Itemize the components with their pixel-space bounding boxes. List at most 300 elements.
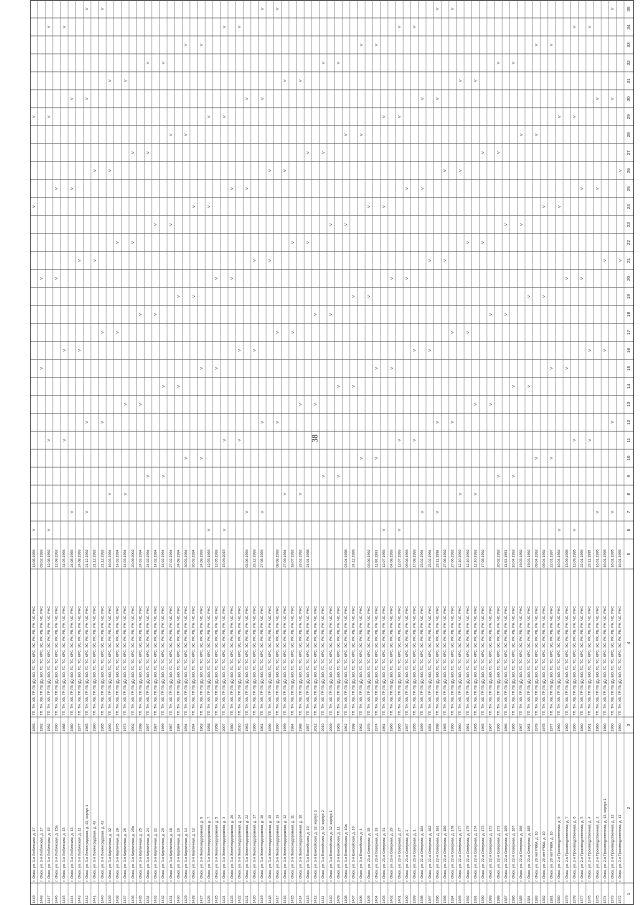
check-mark: V xyxy=(91,259,97,262)
check-mark: V xyxy=(518,133,524,137)
table-cell-date: 03.06.1993 xyxy=(244,549,249,568)
check-mark: V xyxy=(84,7,90,11)
table-cell-id: 1446 xyxy=(54,895,59,904)
table-cell-id: 1445 xyxy=(62,895,67,904)
check-mark: V xyxy=(221,25,227,29)
check-mark: V xyxy=(206,528,212,532)
check-mark: V xyxy=(152,223,158,226)
check-mark: V xyxy=(244,510,250,514)
check-mark: V xyxy=(609,7,615,11)
table-cell-date: 11.03.1993 xyxy=(503,549,508,568)
table-cell-date: 23.02.1992 xyxy=(298,549,303,568)
table-cell-codes: ТП, ТН, ХВ, ГР, ГВ (Д), ВО, ГС, ТС, КРС, ЭС, РК, РВ, РН, ЧС, РНС xyxy=(503,606,508,716)
table-cell-addr: г. Омск, ул. 23-я Северная, д. 29 xyxy=(389,827,394,882)
table-cell-date: 16.01.1995 xyxy=(602,549,607,568)
table-cell-codes: ТП, ТН, ХВ, ГР, ГВ (Д), ВО, ГС, ТС, КРС, ЭС, РК, РВ, РН, ЧС, РНС xyxy=(153,606,158,716)
check-mark: V xyxy=(396,25,402,29)
check-mark: V xyxy=(503,223,509,226)
check-mark: V xyxy=(137,313,143,316)
table-cell-id: 1398 xyxy=(420,895,425,904)
table-cell-date: 14.03.1994 xyxy=(123,549,128,568)
table-cell-date: 09.04.1992 xyxy=(541,549,546,568)
check-mark: V xyxy=(571,528,577,532)
table-cell-id: 1422 xyxy=(237,895,242,904)
table-cell-id: 1409 xyxy=(336,895,341,904)
table-cell-addr: г. Омск, ул. 3-я Железнодорожная, д. 3 xyxy=(222,816,227,882)
table-cell-codes: ТП, ТН, ХВ, ГР, ГВ (Д), ВО, ГС, ТС, КРС, ЭС, РК, РВ, РН, ЧС, РНС xyxy=(199,606,204,716)
check-mark: V xyxy=(30,528,36,532)
check-mark: V xyxy=(266,259,272,262)
table-cell-year: 1990 xyxy=(107,723,112,732)
check-mark: V xyxy=(305,241,311,244)
table-cell-year: 1990 xyxy=(275,723,280,732)
table-cell-year: 1976 xyxy=(366,723,371,732)
table-cell-addr: г. Омск, ул. 2-я Производственная, д. 5 xyxy=(580,816,585,882)
check-mark: V xyxy=(107,79,113,83)
check-mark: V xyxy=(84,510,90,514)
table-cell-id: 1379 xyxy=(564,895,569,904)
table-cell-id: 1374 xyxy=(602,895,607,904)
check-mark: V xyxy=(480,151,486,155)
check-mark: V xyxy=(251,349,257,352)
table-cell-addr: г. Омск, ул. 23-я Северная, д. 1 xyxy=(412,829,417,882)
check-mark: V xyxy=(373,456,379,460)
table-cell-addr: г. Омск, ул. 22-я Северная, д. 184 xyxy=(420,825,425,882)
table-cell-date: 21.12.1992 xyxy=(92,549,97,568)
table-cell-id: 1418 xyxy=(267,895,272,904)
column-header: 12 xyxy=(626,419,632,425)
table-cell-date: 24.02.1994 xyxy=(145,549,150,568)
check-mark: V xyxy=(396,528,402,532)
table-cell-codes: ТП, ТН, ХВ, ГР, ГВ (Д), ВО, ГС, ТС, КРС, ЭС, РК, РВ, РН, ЧС, РНС xyxy=(313,606,318,716)
table-cell-addr: г. Омск, ул. 23-я Северная, д. 33 xyxy=(374,827,379,882)
table-cell-date: 13.09.1995 xyxy=(564,549,569,568)
table-cell-year: 1998 xyxy=(138,723,143,732)
check-mark: V xyxy=(61,25,67,29)
table-cell-addr: г. Омск, ул. 3-я Кирпичная, д. 12 xyxy=(191,828,196,882)
check-mark: V xyxy=(68,97,74,101)
table-cell-year: 1992 xyxy=(46,723,51,732)
check-mark: V xyxy=(274,331,280,334)
table-cell-addr: г. Омск, ул. 3-я Железнодорожная, д. 10 xyxy=(298,814,303,882)
table-cell-id: 1394 xyxy=(450,895,455,904)
check-mark: V xyxy=(145,474,151,478)
check-mark: V xyxy=(602,259,608,262)
check-mark: V xyxy=(358,133,364,137)
table-cell-date: 04.08.1993 xyxy=(389,549,394,568)
check-mark: V xyxy=(411,438,417,442)
column-header: 3 xyxy=(626,723,632,727)
check-mark: V xyxy=(548,43,554,47)
table-cell-addr: г. Омск, ул. 22-я Северная, д. 167 xyxy=(511,825,516,882)
check-mark: V xyxy=(84,97,90,101)
table-cell-date: 27.08.1993 xyxy=(260,549,265,568)
check-mark: V xyxy=(91,169,97,173)
table-cell-id: 1392 xyxy=(465,895,470,904)
table-cell-id: 1383 xyxy=(534,895,539,904)
table-cell-year: 1965 xyxy=(397,723,402,732)
table-cell-id: 1428 xyxy=(191,895,196,904)
check-mark: V xyxy=(556,205,562,208)
check-mark: V xyxy=(594,97,600,101)
table-cell-id: 1380 xyxy=(557,895,562,904)
table-cell-id: 1375 xyxy=(595,895,600,904)
table-cell-year: 1996 xyxy=(267,723,272,732)
table-cell-addr: г. Омск, ул. 22-я Северная, д. 180 xyxy=(442,825,447,882)
table-cell-addr: г. Омск, ул. 3-я Кирпичная, д. 22 xyxy=(153,828,158,882)
table-cell-codes: ТП, ТН, ХВ, ГР, ГВ (Д), ВО, ГС, ТС, КРС, ЭС, РК, РВ, РН, ЧС, РНС xyxy=(366,606,371,716)
table-cell-addr: г. Омск, ул. 3-я Енисейская, д. 32, корпус 3 xyxy=(313,810,318,882)
table-cell-id: 1413 xyxy=(305,895,310,904)
table-cell-codes: ТП, ТН, ХВ, ГР, ГВ (Д), ВО, ГС, ТС, КРС, ЭС, РК, РВ, РН, ЧС, РНС xyxy=(115,606,120,716)
table-cell-id: 1433 xyxy=(153,895,158,904)
check-mark: V xyxy=(350,295,356,298)
table-cell-date: 10.04.1992 xyxy=(511,549,516,568)
table-cell-codes: ТП, ТН, ХВ, ГР, ГВ (Д), ВО, ГС, ТС, КРС, ЭС, РК, РВ, РН, ЧС, РНС xyxy=(473,606,478,716)
check-mark: V xyxy=(541,295,547,298)
table-cell-year: 1999 xyxy=(161,723,166,732)
table-cell-id: 1377 xyxy=(580,895,585,904)
table-cell-id: 1431 xyxy=(168,895,173,904)
table-cell-addr: г. Омск, ул. 3-я Любинская, д. 15 xyxy=(62,827,67,882)
table-cell-id: 1378 xyxy=(572,895,577,904)
table-cell-id: 1402 xyxy=(389,895,394,904)
table-cell-date: 09.02.1993 xyxy=(39,549,44,568)
table-cell-year: 1960 xyxy=(618,723,623,732)
table-cell-id: 1438 xyxy=(115,895,120,904)
column-header: 32 xyxy=(626,60,632,66)
check-mark: V xyxy=(510,474,516,478)
table-cell-addr: г. Омск, ул. 3-я Кирпичная, д. 25а xyxy=(130,826,135,882)
table-cell-addr: г. Омск, ул. 3-я Любинская, д. 13 xyxy=(69,827,74,882)
table-cell-year: 1960 xyxy=(458,723,463,732)
check-mark: V xyxy=(487,313,493,316)
check-mark: V xyxy=(419,97,425,101)
check-mark: V xyxy=(38,366,44,370)
table-cell-date: 03.04.1998 xyxy=(343,549,348,568)
check-mark: V xyxy=(160,474,166,478)
check-mark: V xyxy=(495,474,501,478)
check-mark: V xyxy=(365,205,371,208)
table-cell-date: 20.09.2002 xyxy=(130,549,135,568)
check-mark: V xyxy=(594,187,600,190)
check-mark: V xyxy=(160,384,166,388)
check-mark: V xyxy=(464,331,470,334)
check-mark: V xyxy=(373,366,379,370)
table-cell-codes: ТП, ТН, ХВ, ГР, ГВ (Д), ВО, ГС, ТС, КРС, ЭС, РК, РВ, РН, ЧС, РНС xyxy=(290,606,295,716)
table-cell-codes: ТП, ТН, ХВ, ГР, ГВ (Д), ВО, ГС, ТС, КРС, ЭС, РК, РВ, РН, ЧС, РНС xyxy=(481,606,486,716)
table-cell-id: 1449 xyxy=(31,895,36,904)
check-mark: V xyxy=(556,115,562,119)
table-cell-year: 1965 xyxy=(473,723,478,732)
check-mark: V xyxy=(327,313,333,316)
check-mark: V xyxy=(609,420,615,424)
table-cell-id: 1381 xyxy=(549,895,554,904)
table-cell-id: 1396 xyxy=(435,895,440,904)
table-cell-codes: ТП, ТН, ХВ, ГР, ГВ (Д), ВО, ГС, ТС, КРС, ЭС, РК, РВ, РН, ЧС, РНС xyxy=(107,606,112,716)
column-header: 24 xyxy=(626,204,632,210)
table-cell-year: 1998 xyxy=(435,723,440,732)
table-cell-year: 1960 xyxy=(252,723,257,732)
table-cell-codes: ТП, ТН, ХВ, ГР, ГВ (Д), ВО, ГС, ТС, КРС, ЭС, РК, РВ, РН, ЧС, РНС xyxy=(130,606,135,716)
table-cell-addr: г. Омск, ул. 3-я Енисейская, д. 32, корпус 1 xyxy=(328,810,333,882)
check-mark: V xyxy=(381,528,387,532)
table-cell-addr: г. Омск, ул. 3-я Любинская, д. 17 xyxy=(39,827,44,882)
table-cell-codes: ТП, ТН, ХВ, ГР, ГВ (Д), ВО, ГС, ТС, КРС, ЭС, РК, РВ, РН, ЧС, РНС xyxy=(427,606,432,716)
table-cell-date: 16.01.1995 xyxy=(595,549,600,568)
table-cell-id: 1416 xyxy=(283,895,288,904)
table-cell-year: 1987 xyxy=(168,723,173,732)
table-cell-year: 1987 xyxy=(153,723,158,732)
check-mark: V xyxy=(320,61,326,65)
check-mark: V xyxy=(525,295,531,298)
table-cell-id: 1439 xyxy=(107,895,112,904)
column-header: 8 xyxy=(626,492,632,496)
table-cell-codes: ТП, ТН, ХВ, ГР, ГВ (Д), ВО, ГС, ТС, КРС, ЭС, РК, РВ, РН, ЧС, РНС xyxy=(62,606,67,716)
check-mark: V xyxy=(419,187,425,190)
check-mark: V xyxy=(122,492,128,496)
table-cell-year: 1984 xyxy=(176,723,181,732)
table-cell-codes: ТП, ТН, ХВ, ГР, ГВ (Д), ВО, ГС, ТС, КРС, ЭС, РК, РВ, РН, ЧС, РНС xyxy=(184,606,189,716)
check-mark: V xyxy=(358,456,364,460)
table-cell-date: 20.02.1992 xyxy=(496,549,501,568)
table-cell-date: 23.02.1994 xyxy=(427,549,432,568)
check-mark: V xyxy=(228,277,234,280)
table-cell-year: 1980 xyxy=(69,723,74,732)
table-cell-id: 1419 xyxy=(260,895,265,904)
check-mark: V xyxy=(190,205,196,208)
check-mark: V xyxy=(46,115,52,119)
check-mark: V xyxy=(84,420,90,424)
table-cell-id: 1390 xyxy=(481,895,486,904)
table-cell-addr: г. Омск, ул. 20 лет РККА, д. 10 xyxy=(541,831,546,882)
table-cell-addr: г. Омск, ул. 3-я Любинская, д. 17 xyxy=(31,827,36,882)
table-cell-id: 1397 xyxy=(427,895,432,904)
table-cell-date: 24.04.1998 xyxy=(305,549,310,568)
check-mark: V xyxy=(563,366,569,370)
table-cell-date: 24.12.1999 xyxy=(351,549,356,568)
table-cell-date: 23.02.1994 xyxy=(420,549,425,568)
table-cell-id: 1447 xyxy=(46,895,51,904)
check-mark: V xyxy=(396,438,402,442)
table-border xyxy=(31,1,634,905)
table-cell-year: 1960 xyxy=(557,723,562,732)
table-cell-year: 1980 xyxy=(92,723,97,732)
table-cell-id: 1448 xyxy=(39,895,44,904)
check-mark: V xyxy=(457,79,463,83)
table-cell-codes: ТП, ТН, ХВ, ГР, ГВ (Д), ВО, ГС, ТС, КРС, ЭС, РК, РВ, РН, ЧС, РНС xyxy=(572,606,577,716)
table-cell-addr: г. Омск, ул. 3-я Любинская, д. 15а xyxy=(54,825,59,882)
column-header: 5 xyxy=(626,552,632,556)
table-cell-codes: ТП, ТН, ХВ, ГР, ГВ (Д), ВО, ГС, ТС, КРС, ЭС, РК, РВ, РН, ЧС, РНС xyxy=(382,606,387,716)
table-cell-year: 2010 xyxy=(321,723,326,732)
table-cell-year: 1961 xyxy=(587,723,592,732)
check-mark: V xyxy=(266,169,272,173)
table-cell-codes: ТП, ТН, ХВ, ГР, ГВ (Д), ВО, ГС, ТС, КРС, ЭС, РК, РВ, РН, ЧС, РНС xyxy=(397,606,402,716)
column-header: 2 xyxy=(626,806,632,810)
table-cell-addr: г. Омск, ул. 3-я Кирпичная, д. 28 xyxy=(115,828,120,882)
table-cell-date: 30.03.1994 xyxy=(191,549,196,568)
table-cell-addr: г. Омск, ул. 2-я Производственная, д. 4 xyxy=(587,816,592,882)
check-mark: V xyxy=(586,25,592,29)
table-cell-addr: г. Омск, ул. 22-я Северная, д. 178 xyxy=(450,825,455,882)
table-cell-date: 27.06.1992 xyxy=(442,549,447,568)
check-mark: V xyxy=(343,133,349,137)
check-mark: V xyxy=(236,25,242,29)
check-mark: V xyxy=(198,43,204,47)
check-mark: V xyxy=(114,331,120,334)
column-header: 30 xyxy=(626,96,632,102)
table-cell-date: 24.08.1994 xyxy=(176,549,181,568)
table-cell-id: 1442 xyxy=(85,895,90,904)
check-mark: V xyxy=(503,313,509,316)
table-cell-addr: г. Омск, ул. 23-я Северная, д. 27 xyxy=(397,827,402,882)
check-mark: V xyxy=(183,43,189,47)
check-mark: V xyxy=(61,438,67,442)
check-mark: V xyxy=(30,115,36,119)
check-mark: V xyxy=(495,151,501,155)
check-mark: V xyxy=(152,313,158,316)
table-cell-id: 1421 xyxy=(244,895,249,904)
check-mark: V xyxy=(129,151,135,155)
table-cell-year: 1960 xyxy=(595,723,600,732)
table-cell-id: 1441 xyxy=(92,895,97,904)
table-cell-year: 1997 xyxy=(145,723,150,732)
table-cell-date: 23.11.1998 xyxy=(435,549,440,568)
check-mark: V xyxy=(312,313,318,316)
table-cell-date: 12.07.1993 xyxy=(382,549,387,568)
check-mark: V xyxy=(434,510,440,514)
check-mark: V xyxy=(221,438,227,442)
check-mark: V xyxy=(556,528,562,532)
table-cell-date: 16.01.1995 xyxy=(618,549,623,568)
check-mark: V xyxy=(53,187,59,190)
column-header: 19 xyxy=(626,293,632,299)
check-mark: V xyxy=(434,97,440,101)
check-mark: V xyxy=(99,420,105,424)
check-mark: V xyxy=(617,259,623,262)
check-mark: V xyxy=(114,241,120,244)
table-cell-codes: ТП, ТН, ХВ, ГР, ГВ (Д), ВО, ГС, ТС, КРС, ЭС, РК, РВ, РН, ЧС, РНС xyxy=(191,606,196,716)
table-cell-id: 1432 xyxy=(161,895,166,904)
table-cell-codes: ТП, ТН, ХВ, ГР, ГВ (Д), ВО, ГС, ТС, КРС, ЭС, РК, РВ, РН, ЧС, РНС xyxy=(412,606,417,716)
table-cell-id: 1399 xyxy=(412,895,417,904)
table-cell-id: 1436 xyxy=(130,895,135,904)
check-mark: V xyxy=(525,384,531,388)
table-cell-codes: ТП, ТН, ХВ, ГР, ГВ (Д), ВО, ГС, ТС, КРС, ЭС, РК, РВ, РН, ЧС, РНС xyxy=(229,606,234,716)
table-cell-date: 14.02.1994 xyxy=(161,549,166,568)
column-header: 16 xyxy=(626,347,632,353)
check-mark: V xyxy=(244,97,250,101)
table-cell-addr: г. Омск, ул. 22-я Северная, д. 172 xyxy=(488,825,493,882)
table-cell-id: 1412 xyxy=(313,895,318,904)
table-cell-id: 1443 xyxy=(77,895,82,904)
check-mark: V xyxy=(206,115,212,119)
table-cell-codes: ТП, ТН, ХВ, ГР, ГВ (Д), ВО, ГС, ТС, КРС, ЭС, РК, РВ, РН, ЧС, РНС xyxy=(580,606,585,716)
table-cell-id: 1435 xyxy=(138,895,143,904)
check-mark: V xyxy=(251,259,257,262)
table-cell-addr: г. Омск, ул. 3-я Железнодорожная, д. 24 xyxy=(237,814,242,882)
table-cell-addr: г. Омск, ул. 3-я Кирпичная, д. 14 xyxy=(184,828,189,882)
check-mark: V xyxy=(457,169,463,173)
table-cell-id: 1382 xyxy=(541,895,546,904)
table-cell-date: 27.06.1992 xyxy=(450,549,455,568)
table-cell-codes: ТП, ТН, ХВ, ГР, ГВ (Д), ВО, ГС, ТС, КРС, ЭС, РК, РВ, РН, ЧС, РНС xyxy=(31,606,36,716)
table-cell-year: 1962 xyxy=(343,723,348,732)
table-cell-date: 22.01.1997 xyxy=(549,549,554,568)
table-cell-addr: г. Омск, ул. 3-я Любинская, д. 15 xyxy=(46,827,51,882)
table-cell-addr: г. Омск, ул. 3-я Любинская, д. 11 xyxy=(77,827,82,882)
table-cell-codes: ТП, ТН, ХВ, ГР, ГВ (Д), ВО, ГС, ТС, КРС, ЭС, РК, РВ, РН, ЧС, РНС xyxy=(123,606,128,716)
check-mark: V xyxy=(563,277,569,280)
column-header: 9 xyxy=(626,474,632,478)
table-cell-id: 1373 xyxy=(610,895,615,904)
table-cell-codes: ТП, ТН, ХВ, ГР, ГВ (Д), ВО, ГС, ТС, КРС, ЭС, РК, РВ, РН, ЧС, РНС xyxy=(374,606,379,716)
table-cell-codes: ТП, ТН, ХВ, ГР, ГВ (Д), ВО, ГС, ТС, КРС, ЭС, РК, РВ, РН, ЧС, РНС xyxy=(85,606,90,716)
table-cell-date: 24.08.1993 xyxy=(77,549,82,568)
table-cell-codes: ТП, ТН, ХВ, ГР, ГВ (Д), ВО, ГС, ТС, КРС, ЭС, РК, РВ, РН, ЧС, РНС xyxy=(610,606,615,716)
table-cell-addr: г. Омск, ул. 22-я Северная, д. 175 xyxy=(465,825,470,882)
table-cell-year: 1960 xyxy=(564,723,569,732)
check-mark: V xyxy=(594,510,600,514)
table-cell-year: 1957 xyxy=(404,723,409,732)
table-cell-date: 22.01.1995 xyxy=(580,549,585,568)
table-cell-year: 2007 xyxy=(222,723,227,732)
check-mark: V xyxy=(236,438,242,442)
check-mark: V xyxy=(282,492,288,496)
table-cell-codes: ТП, ТН, ХВ, ГР, ГВ (Д), ВО, ГС, ТС, КРС, ЭС, РК, РВ, РН, ЧС, РНС xyxy=(267,606,272,716)
column-header: 1 xyxy=(626,892,632,896)
column-header: 34 xyxy=(626,24,632,30)
check-mark: V xyxy=(434,420,440,424)
table-cell-addr: г. Омск, ул. 23-я Северная, д. 31 xyxy=(382,827,387,882)
table-cell-addr: г. Омск, ул. 22-я Северная, д. 166 xyxy=(519,825,524,882)
column-header: 4 xyxy=(626,641,632,645)
table-cell-id: 1387 xyxy=(503,895,508,904)
check-mark: V xyxy=(183,133,189,137)
table-cell-addr: г. Омск, ул. 22-я Северная, д. 173 xyxy=(481,825,486,882)
table-cell-date: 12.10.1992 xyxy=(473,549,478,568)
check-mark: V xyxy=(373,43,379,47)
table-cell-codes: ТП, ТН, ХВ, ГР, ГВ (Д), ВО, ГС, ТС, КРС, ЭС, РК, РВ, РН, ЧС, РНС xyxy=(145,606,150,716)
table-cell-codes: ТП, ТН, ХВ, ГР, ГВ (Д), ВО, ГС, ТС, КРС, ЭС, РК, РВ, РН, ЧС, РНС xyxy=(305,606,310,716)
table-cell-year: 1994 xyxy=(191,723,196,732)
check-mark: V xyxy=(472,402,478,406)
table-cell-date: 31.05.1993 xyxy=(62,549,67,568)
check-mark: V xyxy=(198,366,204,370)
table-cell-date: 10.04.1992 xyxy=(557,549,562,568)
check-mark: V xyxy=(99,331,105,334)
check-mark: V xyxy=(449,420,455,424)
table-cell-year: 2010 xyxy=(237,723,242,732)
table-cell-codes: ТП, ТН, ХВ, ГР, ГВ (Д), ВО, ГС, ТС, КРС, ЭС, РК, РВ, РН, ЧС, РНС xyxy=(69,606,74,716)
check-mark: V xyxy=(457,492,463,496)
column-header: 25 xyxy=(626,186,632,192)
check-mark: V xyxy=(472,492,478,496)
table-cell-addr: г. Омск, ул. 22-я Северная, д. 174 xyxy=(473,825,478,882)
table-cell-codes: ТП, ТН, ХВ, ГР, ГВ (Д), ВО, ГС, ТС, КРС, ЭС, РК, РВ, РН, ЧС, РНС xyxy=(237,606,242,716)
table-cell-date: 12.05.1993 xyxy=(206,549,211,568)
check-mark: V xyxy=(320,474,326,478)
table-cell-id: 1395 xyxy=(442,895,447,904)
table-cell-id: 1414 xyxy=(298,895,303,904)
check-mark: V xyxy=(312,402,318,406)
table-cell-id: 1411 xyxy=(321,895,326,904)
table-cell-codes: ТП, ТН, ХВ, ГР, ГВ (Д), ВО, ГС, ТС, КРС, ЭС, РК, РВ, РН, ЧС, РНС xyxy=(420,606,425,716)
table-cell-addr: г. Омск, ул. 20 лет РККА, д. 10 xyxy=(549,831,554,882)
table-cell-codes: ТП, ТН, ХВ, ГР, ГВ (Д), ВО, ГС, ТС, КРС, ЭС, РК, РВ, РН, ЧС, РНС xyxy=(435,606,440,716)
check-mark: V xyxy=(381,205,387,208)
